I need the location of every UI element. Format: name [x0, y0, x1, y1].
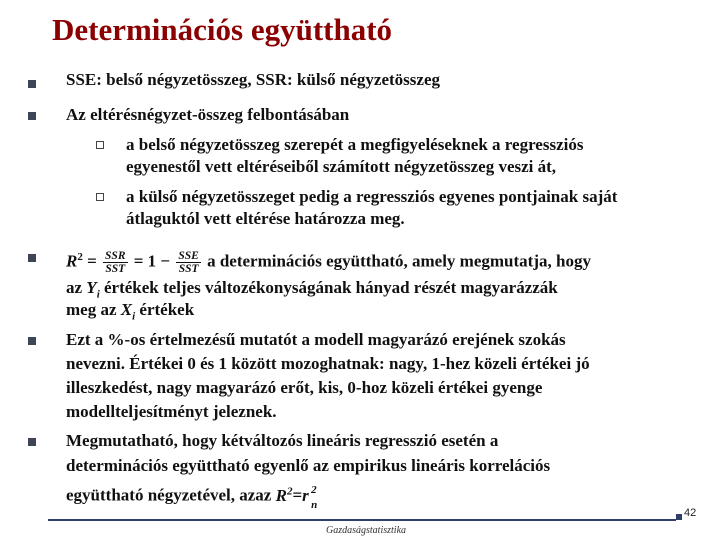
text-values-explain: értékek teljes változékonyságának hányad részét magyarázzák — [104, 278, 558, 297]
footer-square-icon — [676, 514, 682, 520]
text-ertekek: értékek — [139, 300, 195, 319]
fraction-denominator: SST — [105, 263, 126, 276]
fraction-ssr-sst — [103, 250, 127, 275]
bullet-interpretation-line1: Ezt a %-os értelmezésű mutatót a modell magyarázó erejének szokás — [66, 330, 566, 349]
bullet-correlation-line2: determinációs együttható egyenlő az empirikus lineáris korrelációs — [66, 456, 551, 475]
sub-bullet-inner-line2: egyenestől vett eltéréseiből számított négyzetösszeg veszi át, — [126, 157, 557, 176]
sub-bullet-outer-line2: átlaguktól vett eltérése határozza meg. — [126, 209, 405, 228]
bullet-interpretation-line3: illeszkedést, nagy magyarázó erőt, kis, 0-hoz közeli értékei gyenge — [66, 378, 543, 397]
r-squared-symbol: R — [66, 251, 78, 271]
fraction-sse-sst — [176, 250, 200, 275]
footer-course-name: Gazdaságstatisztika — [326, 525, 407, 536]
footer-line — [48, 519, 676, 521]
sub-bullet-square-icon — [96, 141, 104, 149]
bullet-square-icon — [28, 337, 36, 345]
sub-bullet-inner-line1: a belső négyzetösszeg szerepét a megfigyeléseknek a regressziós — [126, 135, 584, 154]
bullet-correlation-line3 — [66, 480, 318, 511]
rn-squared-symbol: r 2 n — [302, 483, 318, 511]
sub-bullet-outer-line1: a külső négyzetösszeget pedig a regressziós egyenes pontjainak saját — [126, 187, 618, 206]
formula-line — [66, 240, 591, 279]
fraction-denominator: SST — [178, 263, 199, 276]
yi-symbol: $Y_i$ — [86, 278, 100, 301]
fraction-numerator: SSE — [178, 250, 199, 263]
bullet-square-icon — [28, 254, 36, 262]
page-number: 42 — [684, 507, 697, 519]
equals-sign: = — [292, 485, 303, 505]
formula-description: a determinációs együttható, amely megmutatja, hogy — [207, 251, 591, 271]
bullet-square-icon — [28, 112, 36, 120]
bullet-sse-ssr: SSE: belső négyzetösszeg, SSR: külső négyzetösszeg — [66, 70, 440, 89]
text-az: az — [66, 278, 83, 297]
one-minus: = 1 − — [133, 251, 171, 271]
text-meg-az: meg az — [66, 300, 117, 319]
sub-bullet-square-icon — [96, 193, 104, 201]
equals-sign: = — [87, 251, 97, 271]
r-squared-symbol: $R^2$ — [275, 485, 293, 505]
bullet-square-icon — [28, 438, 36, 446]
bullet-decomposition: Az eltérésnégyzet-összeg felbontásában — [66, 105, 350, 124]
bullet-correlation-line1: Megmutatható, hogy kétváltozós lineáris regresszió esetén a — [66, 431, 499, 450]
text-equivalence: együttható négyzetével, azaz — [66, 485, 272, 505]
bullet-interpretation-line2: nevezni. Értékei 0 és 1 között mozoghatnak: nagy, 1-hez közeli értékei jó — [66, 354, 590, 373]
bullet-interpretation-line4: modellteljesítményt jeleznek. — [66, 402, 277, 421]
xi-symbol: $X_i$ — [120, 300, 136, 323]
r-squared-exponent: 2 — [77, 251, 83, 263]
slide-title: Determinációs együttható — [52, 12, 393, 47]
bullet-square-icon — [28, 80, 36, 88]
fraction-numerator: SSR — [105, 250, 126, 263]
formula-line3 — [66, 299, 194, 327]
